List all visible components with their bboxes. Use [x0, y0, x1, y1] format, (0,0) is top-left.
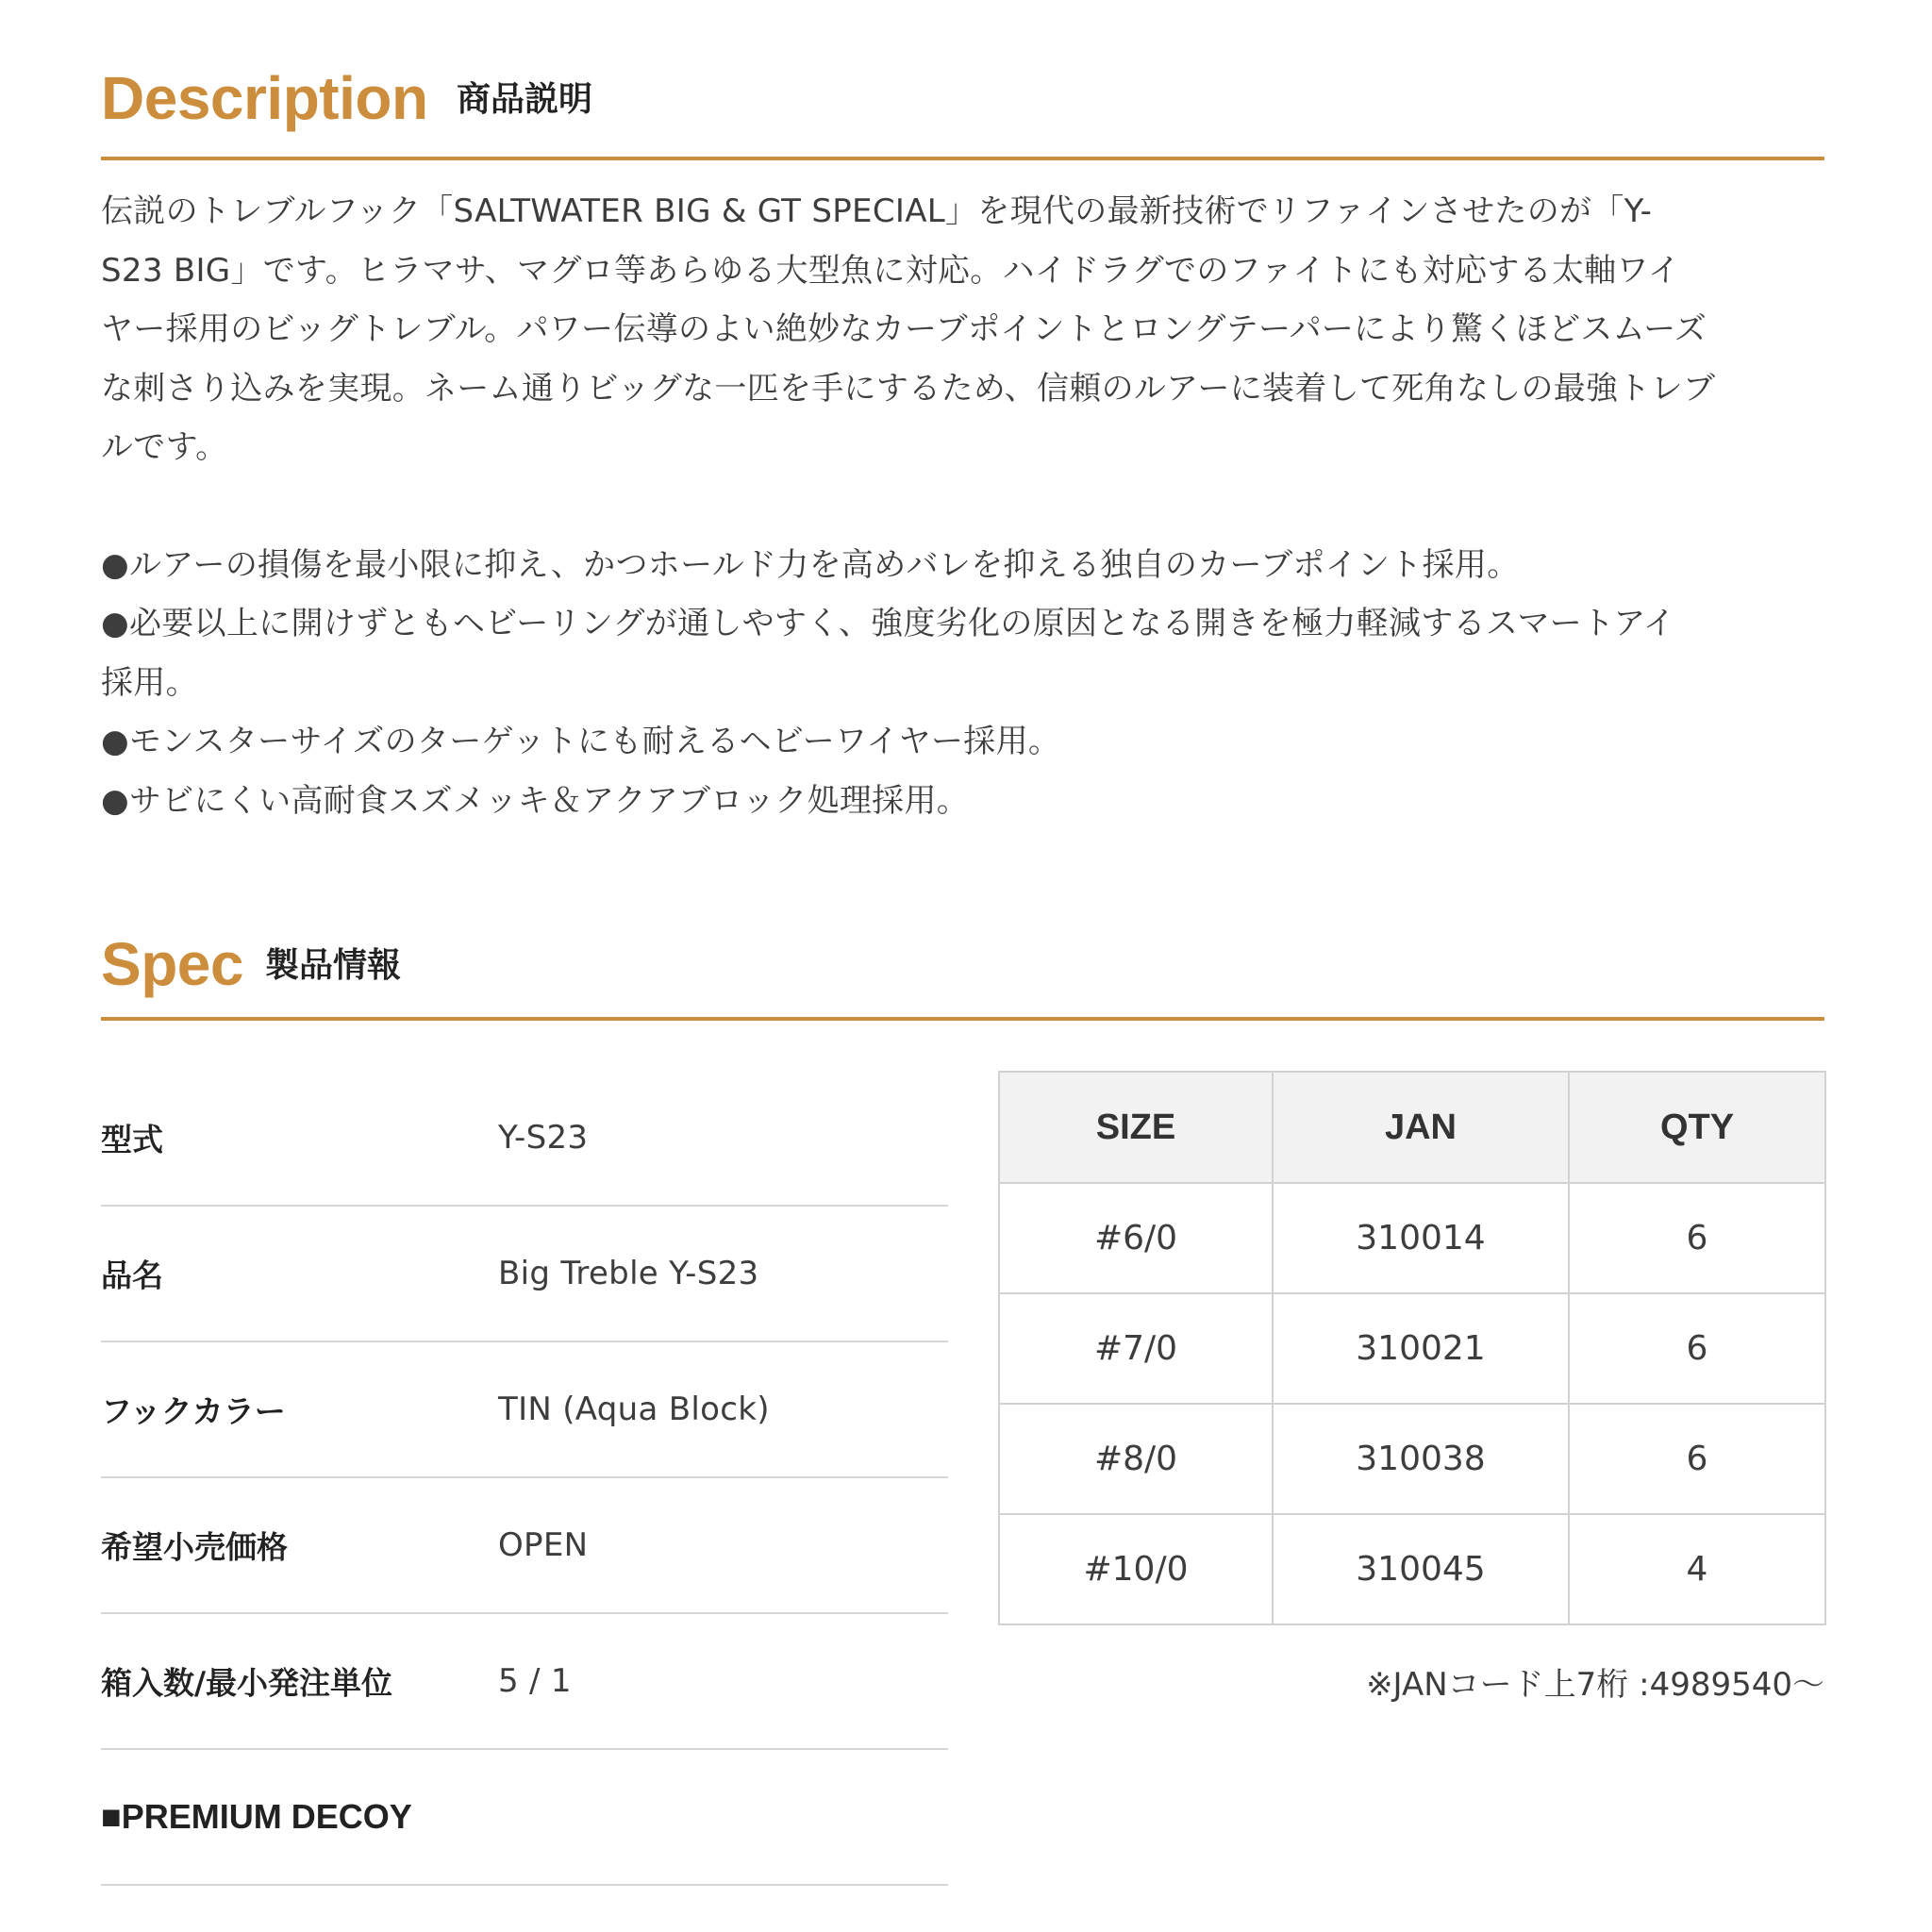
description-heading-en: Description	[101, 64, 428, 132]
spec-label: フックカラー	[101, 1392, 286, 1430]
spec-value: Big Treble Y-S23	[498, 1255, 759, 1292]
feature-bullet: ●ルアーの損傷を最小限に抑え、かつホールド力を高めバレを抑える独自のカーブポイント採用。	[101, 545, 1520, 584]
paragraph-line: な刺さり込みを実現。ネーム通りビッグな一匹を手にするため、信頼のルアーに装着して死角なしの最強トレブ	[101, 369, 1716, 408]
feature-bullet-continuation: 採用。	[101, 663, 198, 702]
spec-label: 品名	[101, 1257, 163, 1294]
spec-heading-en: Spec	[101, 930, 243, 998]
spec-row-product-name	[101, 1207, 948, 1342]
spec-value: 5 / 1	[498, 1662, 572, 1700]
table-row	[999, 1293, 1825, 1404]
spec-heading	[101, 917, 1824, 1021]
spec-row-hook-color	[101, 1342, 948, 1478]
table-row	[999, 1183, 1825, 1293]
table-cell-jan: 310038	[1273, 1404, 1569, 1514]
feature-bullet-list	[101, 536, 1827, 831]
spec-list	[101, 1071, 948, 1886]
feature-bullet: ●必要以上に開けずともヘビーリングが通しやすく、強度劣化の原因となる開きを極力軽減するスマートアイ	[101, 605, 1675, 642]
table-cell-qty: 6	[1569, 1293, 1825, 1404]
table-header-jan: JAN	[1273, 1072, 1569, 1183]
spec-row-brand	[101, 1750, 948, 1886]
table-cell-size: #6/0	[999, 1183, 1273, 1293]
table-cell-qty: 4	[1569, 1514, 1825, 1624]
description-paragraph	[101, 182, 1827, 477]
description-heading	[101, 57, 1824, 160]
paragraph-line: S23 BIG」です。ヒラマサ、マグロ等あらゆる大型魚に対応。ハイドラグでのファイトにも対応する太軸ワイ	[101, 251, 1681, 290]
table-header-qty: QTY	[1569, 1072, 1825, 1183]
paragraph-line: 伝説のトレブルフック「SALTWATER BIG & GT SPECIAL」を現代の最新技術でリファインさせたのが「Y-	[101, 192, 1653, 230]
spec-label: 希望小売価格	[101, 1528, 288, 1566]
spec-value: OPEN	[498, 1526, 589, 1564]
table-cell-size: #7/0	[999, 1293, 1273, 1404]
table-cell-jan: 310021	[1273, 1293, 1569, 1404]
size-table	[998, 1071, 1826, 1625]
spec-value: Y-S23	[498, 1119, 589, 1157]
table-cell-jan: 310014	[1273, 1183, 1569, 1293]
paragraph-line: ルです。	[101, 428, 228, 466]
feature-bullet: ●サビにくい高耐食スズメッキ＆アクアブロック処理採用。	[101, 781, 970, 820]
table-cell-size: #10/0	[999, 1514, 1273, 1624]
spec-label: 型式	[101, 1121, 163, 1158]
paragraph-line: ヤー採用のビッグトレブル。パワー伝導のよい絶妙なカーブポイントとロングテーパーにより驚くほどスムーズ	[101, 310, 1707, 348]
paragraph-spacer	[101, 477, 1827, 536]
table-cell-jan: 310045	[1273, 1514, 1569, 1624]
description-body	[101, 182, 1827, 830]
feature-bullet: ●モンスターサイズのターゲットにも耐えるヘビーワイヤー採用。	[101, 723, 1061, 760]
table-cell-qty: 6	[1569, 1404, 1825, 1514]
table-row	[999, 1514, 1825, 1624]
brand-label: ■PREMIUM DECOY	[101, 1797, 412, 1836]
table-header-row	[999, 1072, 1825, 1183]
jan-code-note: ※JANコード上7桁 :4989540〜	[1366, 1666, 1824, 1704]
table-cell-size: #8/0	[999, 1404, 1273, 1514]
table-row	[999, 1404, 1825, 1514]
spec-row-box-quantity	[101, 1614, 948, 1750]
table-cell-qty: 6	[1569, 1183, 1825, 1293]
spec-label: 箱入数/最小発注単位	[101, 1664, 393, 1702]
spec-row-retail-price	[101, 1478, 948, 1614]
spec-value: TIN (Aqua Block)	[498, 1391, 770, 1428]
spec-row-model	[101, 1071, 948, 1207]
spec-heading-ja: 製品情報	[265, 946, 402, 985]
table-header-size: SIZE	[999, 1072, 1273, 1183]
description-heading-ja: 商品説明	[457, 80, 593, 119]
